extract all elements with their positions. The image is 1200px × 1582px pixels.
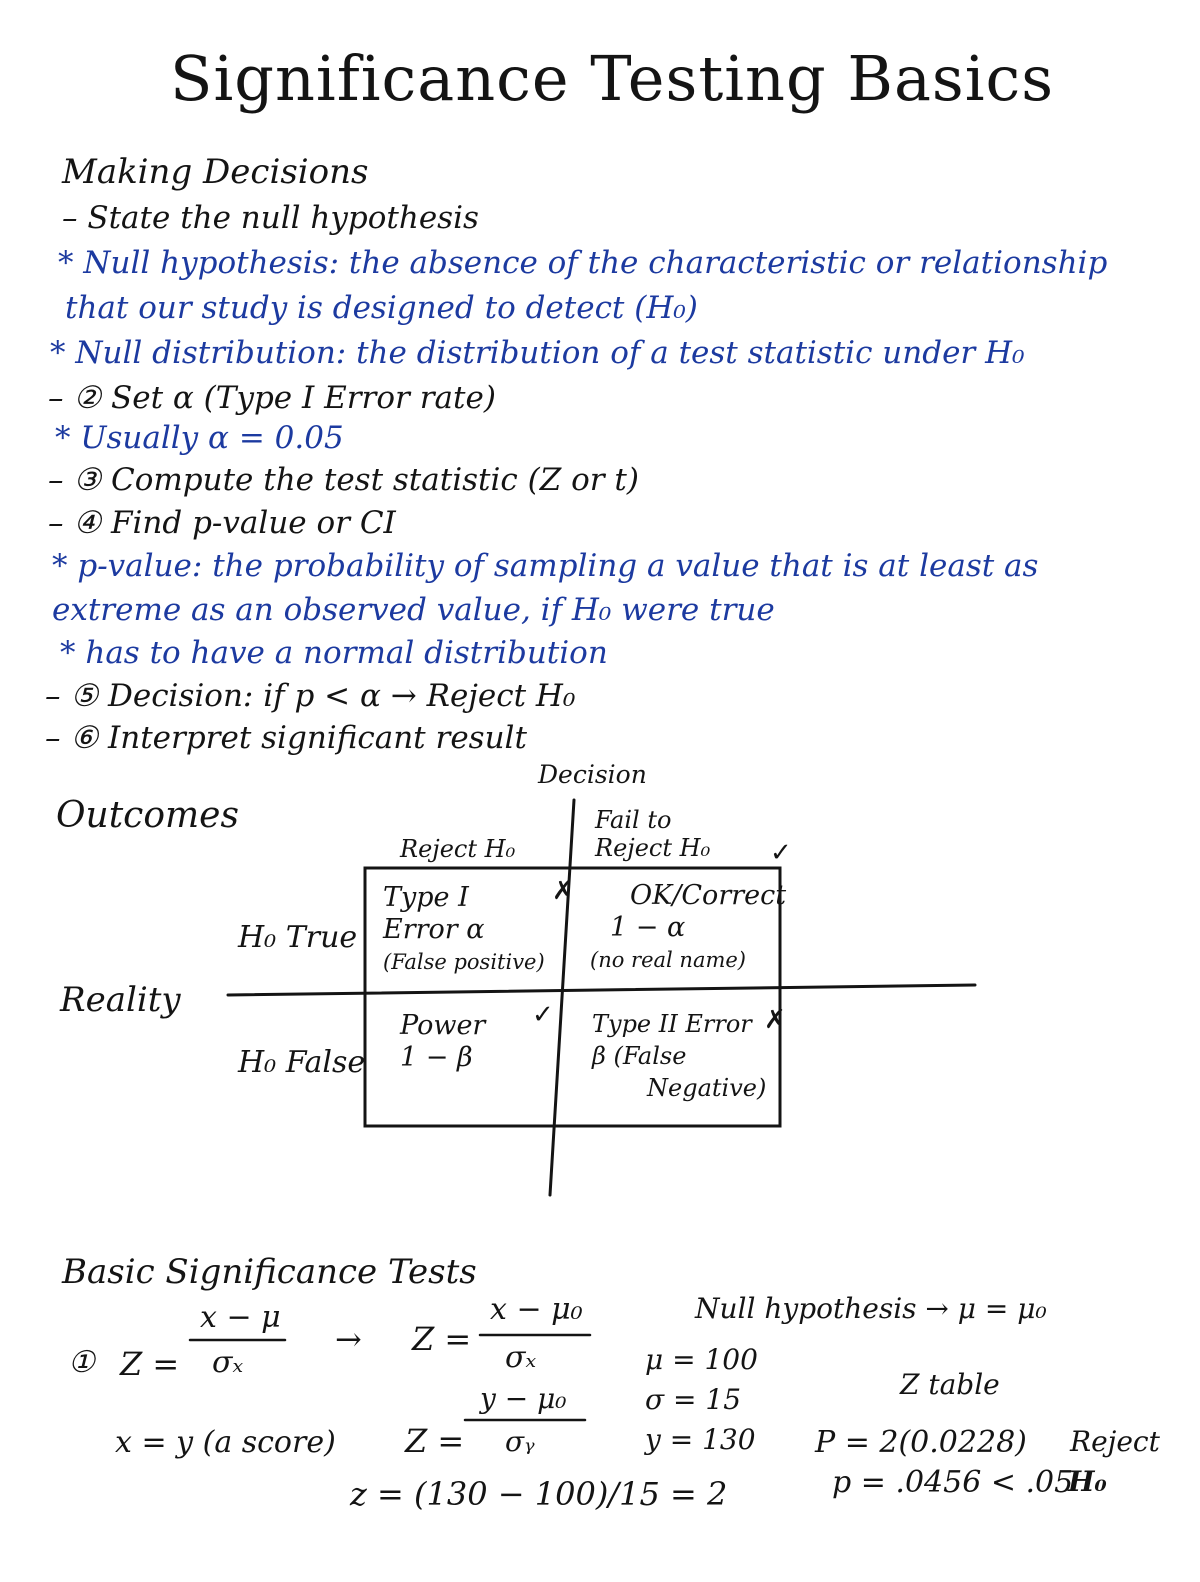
- making-decisions-line: * has to have a normal distribution: [60, 635, 608, 671]
- formula2-numerator: x − μ₀: [490, 1292, 583, 1327]
- formula1-lhs: Z =: [120, 1345, 180, 1383]
- arrow-icon: →: [335, 1320, 362, 1358]
- cell-line: 1 − α: [610, 912, 686, 943]
- given-value: σ = 15: [645, 1383, 742, 1416]
- reject-note: Reject: [1070, 1425, 1160, 1458]
- making-decisions-line: * p-value: the probability of sampling a value that is at least as: [52, 548, 1039, 584]
- making-decisions-line: * Usually α = 0.05: [55, 420, 344, 456]
- z-table-note: Z table: [900, 1368, 1000, 1401]
- making-decisions-line: – ④ Find p-value or CI: [48, 505, 396, 541]
- x-equals-note: x = y (a score): [115, 1425, 336, 1460]
- cell-line: Type I: [383, 882, 469, 913]
- given-value: y = 130: [645, 1423, 756, 1456]
- making-decisions-line: – ② Set α (Type I Error rate): [48, 380, 496, 416]
- null-hypothesis-note: Null hypothesis → μ = μ₀: [695, 1292, 1047, 1325]
- check-mark-icon: ✓: [532, 1000, 554, 1030]
- x-mark-icon: ✗: [764, 1005, 786, 1035]
- basic-tests-heading: Basic Significance Tests: [62, 1252, 477, 1292]
- formula2-denominator: σₓ: [505, 1340, 537, 1375]
- page-title: Significance Testing Basics: [170, 42, 1055, 115]
- row-true-label: H₀ True: [238, 920, 358, 955]
- making-decisions-line: – ⑤ Decision: if p < α → Reject H₀: [45, 678, 576, 714]
- making-decisions-line: that our study is designed to detect (H₀): [65, 290, 698, 326]
- formula1-denominator: σₓ: [212, 1345, 244, 1380]
- given-values: [645, 1340, 758, 1460]
- cell-line: 1 − β: [400, 1042, 473, 1073]
- formula3-lhs: Z =: [405, 1422, 465, 1460]
- given-value: μ = 100: [645, 1343, 758, 1376]
- col-fail-label: Fail to Reject H₀: [595, 806, 711, 862]
- cell-line: Type II Error: [592, 1010, 752, 1038]
- making-decisions-heading: Making Decisions: [62, 152, 369, 192]
- item-number: ①: [68, 1345, 95, 1380]
- formula2-lhs: Z =: [412, 1320, 472, 1358]
- cell-line: Negative): [647, 1074, 767, 1102]
- cell-line: Error α: [383, 914, 485, 945]
- p-calculation-2: p = .0456 < .05: [832, 1465, 1074, 1500]
- outcomes-heading: Outcomes: [56, 795, 239, 836]
- making-decisions-line: * Null distribution: the distribution of a test statistic under H₀: [50, 335, 1025, 371]
- formula1-numerator: x − μ: [200, 1300, 281, 1335]
- formula3-denominator: σᵧ: [505, 1425, 535, 1458]
- making-decisions-line: extreme as an observed value, if H₀ were true: [52, 592, 775, 628]
- cell-line: β (False: [592, 1042, 687, 1070]
- cell-line: OK/Correct: [630, 880, 787, 911]
- reject-h0-note: H₀: [1068, 1465, 1107, 1498]
- z-calculation: z = (130 − 100)/15 = 2: [350, 1475, 728, 1513]
- cell-line: Power: [400, 1010, 486, 1041]
- check-mark-icon: ✓: [770, 838, 792, 868]
- formula3-numerator: y − μ₀: [480, 1382, 567, 1415]
- decision-label: Decision: [538, 760, 647, 789]
- making-decisions-line: – ⑥ Interpret significant result: [45, 720, 527, 756]
- making-decisions-line: – ③ Compute the test statistic (Z or t): [48, 462, 639, 498]
- col-reject-label: Reject H₀: [400, 835, 516, 863]
- cell-line: (False positive): [383, 950, 545, 974]
- reality-label: Reality: [60, 980, 181, 1020]
- x-mark-icon: ✗: [552, 876, 574, 906]
- making-decisions-line: – State the null hypothesis: [62, 200, 479, 236]
- making-decisions-line: * Null hypothesis: the absence of the characteristic or relationship: [58, 245, 1108, 281]
- row-false-label: H₀ False: [238, 1045, 366, 1080]
- cell-line: (no real name): [590, 948, 746, 972]
- p-calculation-1: P = 2(0.0228): [815, 1425, 1027, 1460]
